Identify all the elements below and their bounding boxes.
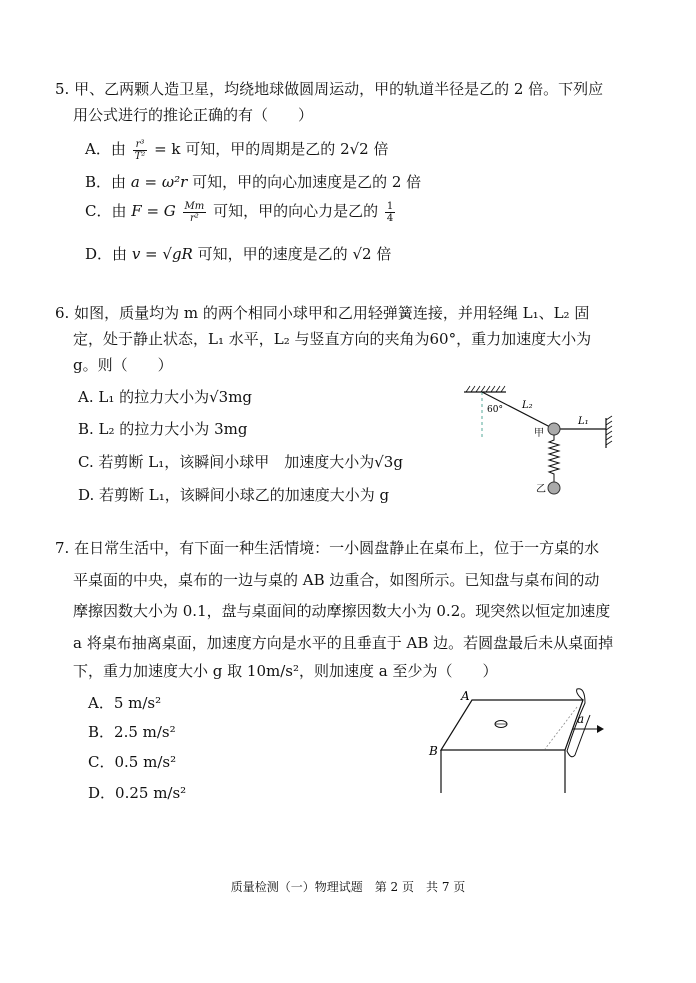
table-top [441,700,583,750]
tablecloth-fold [545,707,577,749]
q7-option-b: B．2.5 m/s² [88,723,176,741]
label-b-corner: B [429,744,438,758]
spring [549,435,559,482]
q5-stem-line1: 5. 甲、乙两颗人造卫星，均绕地球做圆周运动，甲的轨道半径是乙的 2 倍。下列应 [55,80,604,98]
q6-option-a: A. L₁ 的拉力大小为√3mg [78,388,253,406]
q5-a-fraction: $\frac{\text{r³}}{\text{T²}}$ [134,138,146,162]
q6-stem-line3: g。则（ ） [73,356,173,374]
ball-jia [548,423,560,435]
q5-option-a: A．由 $\frac{\text{r³}}{\text{T²}}$ = k 可知，甲的周期是乙的 2√2 倍 [85,138,389,162]
q7-option-d: D．0.25 m/s² [88,784,187,802]
q6-diagram [460,378,620,503]
label-a-corner: A [461,689,470,703]
label-l2: L₂ [522,400,533,411]
q5-c-quarter: $\frac{1}{4}$ [386,200,394,224]
q6-option-d: D. 若剪断 L₁，该瞬间小球乙的加速度大小为 g [78,486,390,504]
ceiling-hatch [466,386,505,392]
q7-option-c: C．0.5 m/s² [88,753,177,771]
q6-option-b: B. L₂ 的拉力大小为 3mg [78,420,248,438]
q6-stem-line2: 定，处于静止状态，L₁ 水平，L₂ 与竖直方向的夹角为60°，重力加速度大小为 [73,330,592,348]
q6-option-c: C. 若剪断 L₁，该瞬间小球甲 加速度大小为√3g [78,453,403,471]
q5-option-b: B．由 a = ω²r 可知，甲的向心加速度是乙的 2 倍 [85,173,422,191]
q7-stem-line3: 摩擦因数大小为 0.1，盘与桌面间的动摩擦因数大小为 0.2。现突然以恒定加速度 [73,602,611,620]
label-l1: L₁ [578,416,589,427]
ball-yi [548,482,560,494]
label-accel: a [577,712,585,726]
label-jia: 甲 [534,428,544,439]
wall-hatch [606,416,612,445]
q7-option-a: A．5 m/s² [88,694,162,712]
label-yi: 乙 [536,484,546,495]
q7-stem-line2: 平桌面的中央，桌布的一边与桌的 AB 边重合，如图所示。已知盘与桌布间的动 [73,571,600,589]
q5-stem-line2: 用公式进行的推论正确的有（ ） [73,106,314,124]
arrow-head [597,725,604,733]
q5-option-d: D．由 v = √gR 可知，甲的速度是乙的 √2 倍 [85,245,392,263]
q7-stem-line1: 7. 在日常生活中，有下面一种生活情境：一小圆盘静止在桌布上，位于一方桌的水 [55,539,600,557]
q7-diagram [425,685,615,800]
q7-stem-line4: a 将桌布抽离桌面，加速度方向是水平的且垂直于 AB 边。若圆盘最后未从桌面掉 [73,634,614,652]
q6-stem-line1: 6. 如图，质量均为 m 的两个相同小球甲和乙用轻弹簧连接，并用轻绳 L₁、L₂ 固 [55,304,590,322]
page-footer: 质量检测（一）物理试题 第 2 页 共 7 页 [230,880,466,894]
q5-c-fraction: $\frac{Mm}{\text{r²}}$ [184,200,205,224]
angle-label: 60° [487,405,503,415]
q5-option-c: C．由 F = G $\frac{Mm}{\text{r²}}$ 可知，甲的向心力是乙的 $\frac{1}{4}$ [85,200,394,224]
q7-stem-line5: 下，重力加速度大小 g 取 10m/s²，则加速度 a 至少为（ ） [73,662,498,680]
